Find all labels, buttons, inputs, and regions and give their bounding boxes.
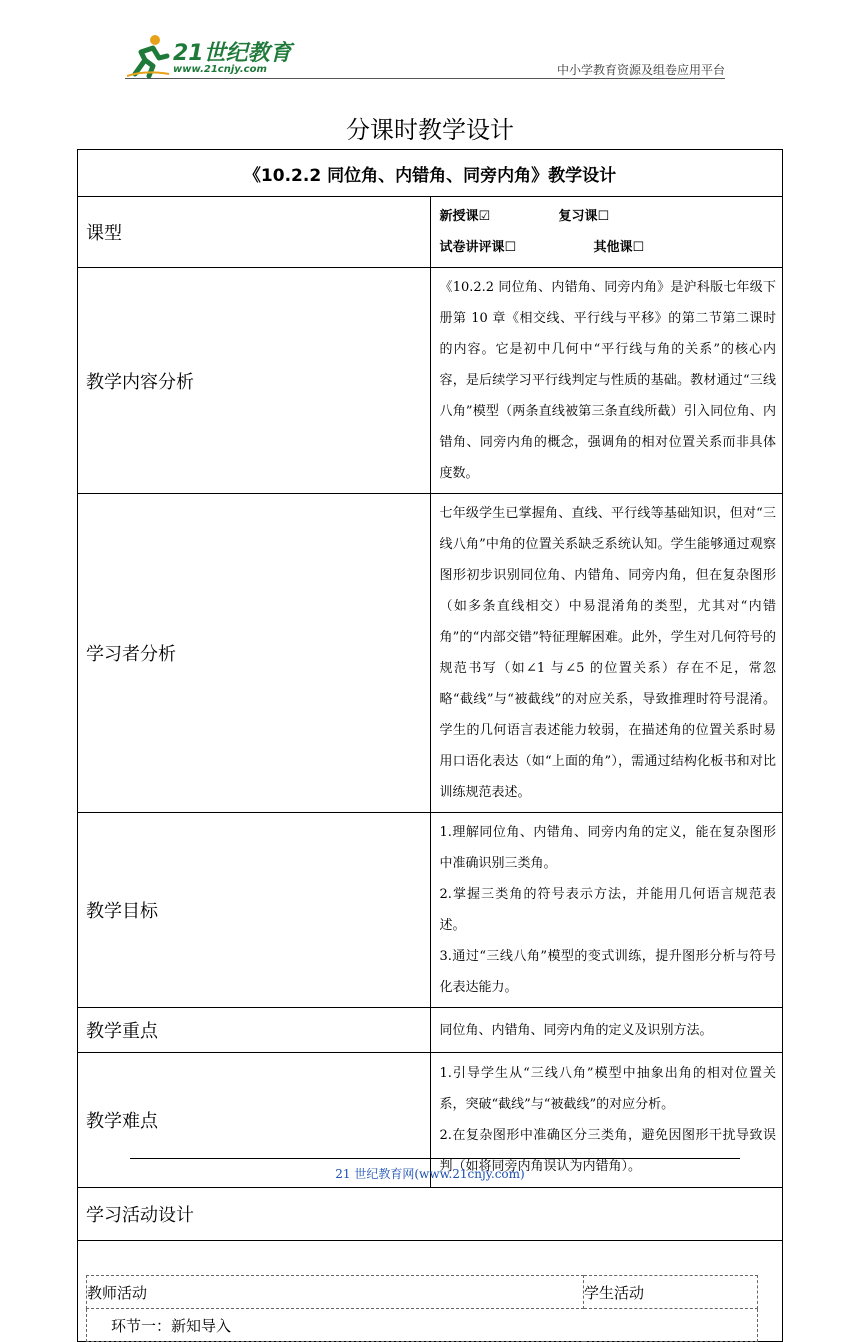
option-new-lesson: 新授课☑ (439, 209, 491, 224)
activity-design-area (78, 1241, 783, 1342)
option-review: 复习课☐ (558, 209, 610, 224)
objective-item: 2.掌握三类角的符号表示方法，并能用几何语言规范表述。 (439, 887, 776, 933)
footer-link[interactable]: 21 世纪教育网(www.21cnjy.com) (335, 1167, 525, 1181)
footer-divider (130, 1158, 740, 1159)
learner-analysis-text: 七年级学生已掌握角、直线、平行线等基础知识，但对“三线八角”中角的位置关系缺乏系统认知。学生能够通过观察图形初步识别同位角、内错角、同旁内角，但在复杂图形（如多条直线相交）中易混淆角的类型，尤其对“内错角”的“内部交错”特征理解困难。此外，学生对几何符号的规范书写（如∠1 与∠5 的位置关系）存在不足，常忽略“截线”与“被截线”的对应关系，导致推理时符号混淆。学生的几何语言表述能力较弱，在描述角的位置关系时易用口语化表达（如“上面的角”），需通过结构化板书和对比训练规范表述。 (430, 494, 783, 813)
learner-analysis-label: 学习者分析 (78, 494, 431, 813)
teacher-activity-header: 教师活动 (87, 1276, 584, 1309)
header-divider (125, 78, 725, 79)
student-activity-header: 学生活动 (584, 1276, 758, 1309)
lesson-plan-table (77, 149, 783, 1342)
objective-item: 3.通过“三线八角”模型的变式训练，提升图形分析与符号化表达能力。 (439, 949, 776, 995)
course-type-options (430, 197, 783, 268)
logo-text: 21世纪教育 (173, 41, 292, 66)
objectives-list (430, 813, 783, 1008)
key-points-text: 同位角、内错角、同旁内角的定义及识别方法。 (430, 1008, 783, 1053)
stage-heading: 环节一：新知导入 (87, 1309, 758, 1342)
content-analysis-text: 《10.2.2 同位角、内错角、同旁内角》是沪科版七年级下册第 10 章《相交线、平行线与平移》的第二节第二课时的内容。它是初中几何中“平行线与角的关系”的核心内容，是后续学习平行线判定与性质的基础。教材通过“三线八角”模型（两条直线被第三条直线所截）引入同位角、内错角、同旁内角的概念，强调角的相对位置关系而非具体度数。 (430, 268, 783, 494)
option-other: 其他课☐ (593, 240, 645, 255)
logo (125, 34, 295, 80)
page-header (0, 0, 860, 90)
runner-logo-icon (125, 34, 171, 78)
difficulty-item: 1.引导学生从“三线八角”模型中抽象出角的相对位置关系，突破“截线”与“被截线”的对应分析。 (439, 1066, 776, 1112)
difficulties-label: 教学难点 (78, 1053, 431, 1188)
document-title: 分课时教学设计 (346, 116, 514, 144)
activity-table (86, 1275, 758, 1342)
objective-item: 1.理解同位角、内错角、同旁内角的定义，能在复杂图形中准确识别三类角。 (439, 825, 776, 871)
option-test-review: 试卷讲评课☐ (439, 240, 517, 255)
difficulty-item: 2.在复杂图形中准确区分三类角，避免因图形干扰导致误判（如将同旁内角误认为内错角）。 (439, 1128, 776, 1174)
key-points-label: 教学重点 (78, 1008, 431, 1053)
activity-design-heading: 学习活动设计 (78, 1188, 783, 1241)
objectives-label: 教学目标 (78, 813, 431, 1008)
content-analysis-label: 教学内容分析 (78, 268, 431, 494)
logo-url: www.21cnjy.com (173, 64, 267, 75)
platform-name: 中小学教育资源及组卷应用平台 (556, 63, 725, 77)
lesson-title: 《10.2.2 同位角、内错角、同旁内角》教学设计 (78, 150, 783, 197)
course-type-label: 课型 (78, 197, 431, 268)
